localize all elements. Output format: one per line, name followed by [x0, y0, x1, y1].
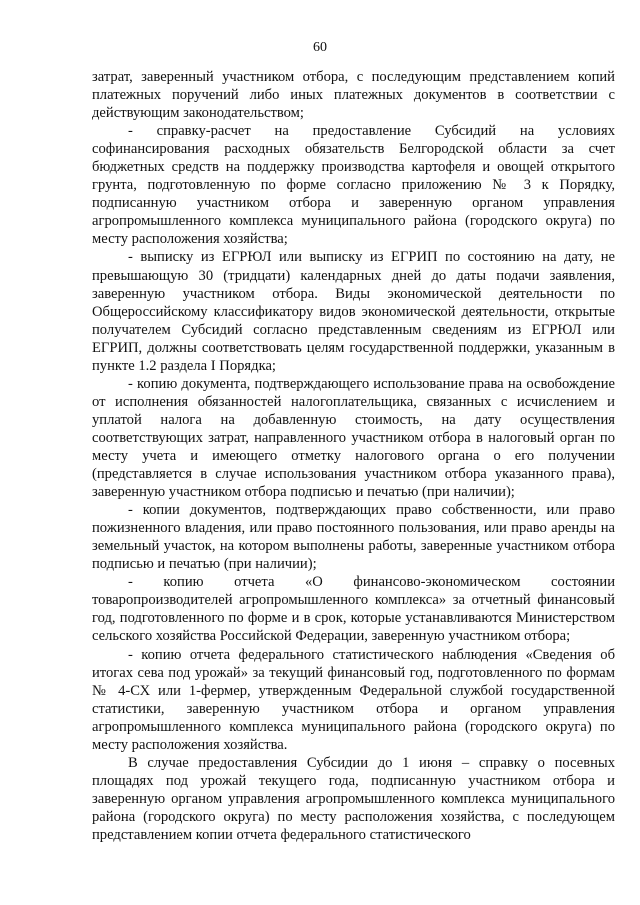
paragraph: - копию документа, подтверждающего использование права на освобождение от исполнения обязанностей налогоплательщика, связанных с исчислением и уплатой налога на добавленную стоимость, на дату осуществления соответствующих затрат, направленного участником отбора в налоговый орган по месту учета и имеющего отметку налогового органа о его получении (представляется в случае использования участником отбора указанного права), заверенную участником отбора подписью и печатью (при наличии);: [92, 375, 615, 501]
paragraph: - копию отчета федерального статистического наблюдения «Сведения об итогах сева под урожай» за текущий финансовый год, подготовленного по формам № 4-СХ или 1-фермер, утвержденным Федеральной службой государственной статистики, заверенную участником отбора и органом управления агропромышленного комплекса муниципального района (городского округа) по месту расположения хозяйства.: [92, 646, 615, 753]
paragraph: затрат, заверенный участником отбора, с последующим представлением копий платежных поручений либо иных платежных документов в соответствии с действующим законодательством;: [92, 69, 615, 122]
page-number: 60: [313, 40, 327, 55]
paragraph: - копию отчета «О финансово-экономическом состоянии товаропроизводителей агропромышленного комплекса» за отчетный финансовый год, подготовленного по форме и в срок, которые устанавливаются Министерством сельского хозяйства Российской Федерации, заверенную участником отбора;: [92, 574, 615, 645]
paragraph: В случае предоставления Субсидии до 1 июня – справку о посевных площадях под урожай текущего года, подписанную участником отбора и заверенную органом управления агропромышленного комплекса муниципального района (городского округа) по месту расположения хозяйства, с последующем представлением копии отчета федерального статистического: [92, 754, 615, 843]
document-body: [92, 68, 615, 844]
paragraph: - копии документов, подтверждающих право собственности, или право пожизненного владения, или право постоянного пользования, или право аренды на земельный участок, на котором выполнены работы, заверенные участником отбора подписью и печатью (при наличии);: [92, 502, 615, 573]
paragraph: - выписку из ЕГРЮЛ или выписку из ЕГРИП по состоянию на дату, не превышающую 30 (тридцати) календарных дней до даты подачи заявления, заверенную участником отбора. Виды экономической деятельности по Общероссийскому классификатору видов экономической деятельности, открытые получателем Субсидий согласно представленным сведениям из ЕГРЮЛ или ЕГРИП, должны соответствовать целям государственной поддержки, указанным в пункте 1.2 раздела I Порядка;: [92, 249, 615, 374]
paragraph: - справку-расчет на предоставление Субсидий на условиях софинансирования расходных обязательств Белгородской области за счет бюджетных средств на поддержку производства картофеля и овощей открытого грунта, подготовленную по форме согласно приложению № 3 к Порядку, подписанную участником отбора и заверенную органом управления агропромышленного комплекса муниципального района (городского округа) по месту расположения хозяйства;: [92, 123, 615, 248]
